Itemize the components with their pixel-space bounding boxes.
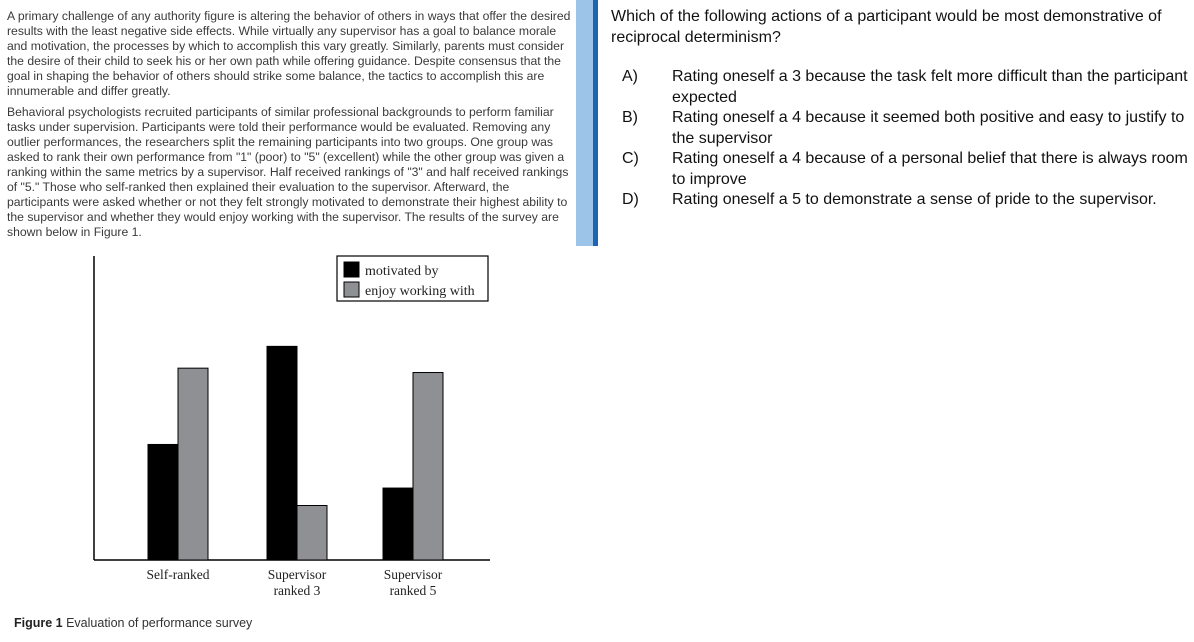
figure-1-chart [0, 250, 580, 610]
choice-letter: D) [622, 191, 639, 208]
x-tick-label: ranked 3 [273, 583, 321, 598]
answer-choice-a[interactable] [622, 67, 1192, 108]
bar-chart [0, 250, 580, 610]
figure-caption-label: Figure 1 [14, 616, 63, 630]
x-tick-label: Supervisor [383, 567, 443, 582]
bar-enjoy-0 [178, 368, 208, 560]
legend-swatch [344, 262, 359, 277]
choice-letter: C) [622, 150, 639, 167]
x-tick-label: ranked 5 [389, 583, 437, 598]
choice-text: Rating oneself a 5 to demonstrate a sense of pride to the supervisor. [672, 191, 1157, 208]
answer-choice-d[interactable] [622, 190, 1192, 211]
x-tick-label: Supervisor [267, 567, 327, 582]
choice-text: Rating oneself a 4 because of a personal belief that there is always room to improve [672, 150, 1188, 188]
figure-caption-text: Evaluation of performance survey [62, 616, 253, 630]
bar-motivated-2 [383, 488, 413, 560]
choice-text: Rating oneself a 3 because the task felt more difficult than the participant expected [672, 68, 1188, 106]
passage-paragraph-1: A primary challenge of any authority figure is altering the behavior of others in ways that offer the desired results with the least negative side effects. While virtually any supervisor has a goal to balance morale and motivation, the processes by which to accomplish this vary greatly. Similarly, parents must consider the desire of their child to seek his or her own path while offering guidance. Despite consensus that the goal in shaping the behavior of others should strike some balance, the tactics to accomplish this are innumerable and differ greatly. [7, 9, 571, 98]
bar-enjoy-1 [297, 506, 327, 561]
legend-swatch [344, 282, 359, 297]
answer-choices [622, 67, 1192, 211]
x-tick-label: Self-ranked [146, 567, 210, 582]
choice-letter: A) [622, 68, 638, 85]
bar-motivated-1 [267, 346, 297, 560]
passage [7, 9, 572, 247]
question-stem: Which of the following actions of a participant would be most demonstrative of reciprocal determinism? [611, 8, 1162, 46]
choice-text: Rating oneself a 4 because it seemed both positive and easy to justify to the supervisor [672, 109, 1185, 147]
panel-divider [576, 0, 598, 246]
answer-choice-b[interactable] [622, 108, 1192, 149]
legend-label: enjoy working with [365, 284, 475, 299]
answer-choice-c[interactable] [622, 149, 1192, 190]
figure-caption [14, 616, 252, 630]
passage-paragraph-2: Behavioral psychologists recruited participants of similar professional backgrounds to perform familiar tasks under supervision. Participants were told their performance would be evaluated. Removing any outlier performances, the researchers split the remaining participants into two groups. One group was asked to rank their own performance from "1" (poor) to "5" (excellent) while the other group was given a ranking within the same metrics by a supervisor. Half received rankings of "3" and half received rankings of "5." Those who self-ranked then explained their evaluation to the supervisor. Afterward, the participants were asked whether or not they felt strongly motivated to demonstrate their highest ability to the supervisor and whether they would enjoy working with the supervisor. The results of the survey are shown below in Figure 1. [7, 105, 569, 239]
legend-label: motivated by [365, 264, 439, 279]
bar-enjoy-2 [413, 373, 443, 560]
bar-motivated-0 [148, 444, 178, 560]
choice-letter: B) [622, 109, 638, 126]
